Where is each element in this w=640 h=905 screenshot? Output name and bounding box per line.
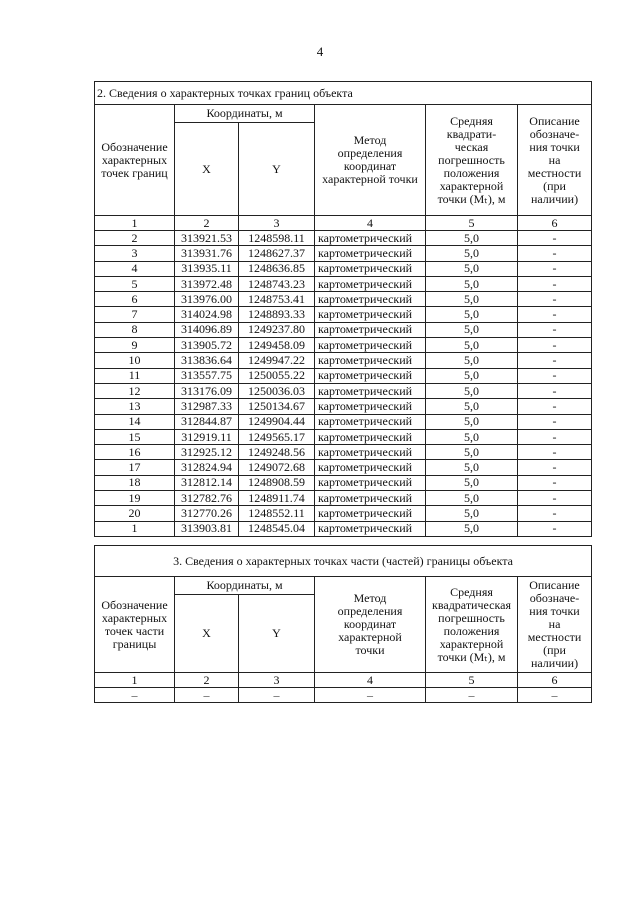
column-number: 2: [175, 216, 239, 231]
x-coordinate: 313972.48: [175, 276, 239, 291]
point-number: 15: [95, 429, 175, 444]
section-2-table: [94, 81, 592, 537]
y-coordinate: 1249248.56: [239, 445, 315, 460]
description-cell: -: [518, 429, 592, 444]
table-row: [95, 506, 592, 521]
method-cell: картометрический: [315, 475, 426, 490]
error-cell: 5,0: [426, 368, 518, 383]
column-number: 1: [95, 216, 175, 231]
x-coordinate: 314096.89: [175, 322, 239, 337]
description-cell: -: [518, 521, 592, 536]
point-number: 9: [95, 338, 175, 353]
point-header: Обозначение характерных точек части границы: [95, 577, 175, 673]
x-coordinate: 312782.76: [175, 491, 239, 506]
x-coordinate: 314024.98: [175, 307, 239, 322]
method-cell: картометрический: [315, 246, 426, 261]
x-coordinate: 312919.11: [175, 429, 239, 444]
table-row: [95, 338, 592, 353]
error-cell: 5,0: [426, 429, 518, 444]
method-cell: картометрический: [315, 353, 426, 368]
point-number: 7: [95, 307, 175, 322]
method-cell: картометрический: [315, 399, 426, 414]
y-coordinate: 1248627.37: [239, 246, 315, 261]
empty-data-row: [95, 688, 592, 703]
column-number: 3: [239, 216, 315, 231]
point-number: 8: [95, 322, 175, 337]
table-row: [95, 322, 592, 337]
description-header: Описание обозначе- ния точки на местности (при наличии): [518, 577, 592, 673]
method-cell: картометрический: [315, 414, 426, 429]
description-cell: -: [518, 338, 592, 353]
method-header: Метод определения координат характерной точки: [315, 105, 426, 216]
table-row: [95, 460, 592, 475]
table-row: [95, 475, 592, 490]
section-3-table: [94, 545, 592, 703]
description-cell: -: [518, 246, 592, 261]
table-row: [95, 399, 592, 414]
description-cell: -: [518, 491, 592, 506]
table-row: [95, 521, 592, 536]
description-cell: -: [518, 231, 592, 246]
point-header: Обозначение характерных точек границ: [95, 105, 175, 216]
y-coordinate: 1249565.17: [239, 429, 315, 444]
x-coordinate: 312824.94: [175, 460, 239, 475]
description-cell: -: [518, 399, 592, 414]
y-coordinate: 1250036.03: [239, 383, 315, 398]
column-number-row: [95, 673, 592, 688]
y-coordinate: 1248743.23: [239, 276, 315, 291]
error-cell: 5,0: [426, 414, 518, 429]
description-cell: -: [518, 276, 592, 291]
x-coordinate: 312925.12: [175, 445, 239, 460]
error-cell: 5,0: [426, 399, 518, 414]
x-coordinate: 312812.14: [175, 475, 239, 490]
error-cell: 5,0: [426, 322, 518, 337]
empty-cell: –: [518, 688, 592, 703]
y-coordinate: 1248911.74: [239, 491, 315, 506]
table-row: [95, 445, 592, 460]
y-header: Y: [239, 123, 315, 216]
description-header: Описание обозначе- ния точки на местности (при наличии): [518, 105, 592, 216]
x-coordinate: 313836.64: [175, 353, 239, 368]
error-cell: 5,0: [426, 231, 518, 246]
error-cell: 5,0: [426, 261, 518, 276]
point-number: 10: [95, 353, 175, 368]
table-row: [95, 231, 592, 246]
description-cell: -: [518, 307, 592, 322]
table-row: [95, 491, 592, 506]
x-coordinate: 312987.33: [175, 399, 239, 414]
column-number: 3: [239, 673, 315, 688]
column-number: 5: [426, 216, 518, 231]
point-number: 19: [95, 491, 175, 506]
point-number: 17: [95, 460, 175, 475]
coordinates-header: Координаты, м: [175, 105, 315, 123]
y-coordinate: 1248753.41: [239, 292, 315, 307]
x-coordinate: 313176.09: [175, 383, 239, 398]
method-cell: картометрический: [315, 506, 426, 521]
error-cell: 5,0: [426, 246, 518, 261]
column-number: 4: [315, 673, 426, 688]
point-number: 18: [95, 475, 175, 490]
error-cell: 5,0: [426, 307, 518, 322]
section-3-title: 3. Сведения о характерных точках части (частей) границы объекта: [95, 546, 592, 577]
table-row: [95, 368, 592, 383]
y-coordinate: 1248552.11: [239, 506, 315, 521]
description-cell: -: [518, 475, 592, 490]
column-number: 6: [518, 673, 592, 688]
table-row: [95, 429, 592, 444]
y-coordinate: 1249237.80: [239, 322, 315, 337]
coordinates-header: Координаты, м: [175, 577, 315, 595]
point-number: 6: [95, 292, 175, 307]
method-cell: картометрический: [315, 368, 426, 383]
point-number: 16: [95, 445, 175, 460]
method-cell: картометрический: [315, 491, 426, 506]
description-cell: -: [518, 445, 592, 460]
column-number: 5: [426, 673, 518, 688]
x-coordinate: 312844.87: [175, 414, 239, 429]
method-cell: картометрический: [315, 521, 426, 536]
description-cell: -: [518, 368, 592, 383]
method-cell: картометрический: [315, 445, 426, 460]
column-number: 1: [95, 673, 175, 688]
page-number: 4: [316, 44, 324, 59]
table-row: [95, 292, 592, 307]
error-cell: 5,0: [426, 383, 518, 398]
method-cell: картометрический: [315, 383, 426, 398]
x-coordinate: 313903.81: [175, 521, 239, 536]
y-coordinate: 1249072.68: [239, 460, 315, 475]
table-row: [95, 383, 592, 398]
error-cell: 5,0: [426, 506, 518, 521]
table-row: [95, 414, 592, 429]
point-number: 3: [95, 246, 175, 261]
table-row: [95, 276, 592, 291]
description-cell: -: [518, 322, 592, 337]
x-coordinate: 313557.75: [175, 368, 239, 383]
y-coordinate: 1249904.44: [239, 414, 315, 429]
table-row: [95, 353, 592, 368]
method-cell: картометрический: [315, 231, 426, 246]
point-number: 14: [95, 414, 175, 429]
table-row: [95, 261, 592, 276]
x-coordinate: 312770.26: [175, 506, 239, 521]
empty-cell: –: [426, 688, 518, 703]
method-cell: картометрический: [315, 338, 426, 353]
method-cell: картометрический: [315, 307, 426, 322]
column-number: 4: [315, 216, 426, 231]
empty-cell: –: [239, 688, 315, 703]
y-coordinate: 1249458.09: [239, 338, 315, 353]
y-coordinate: 1248908.59: [239, 475, 315, 490]
error-cell: 5,0: [426, 353, 518, 368]
y-coordinate: 1248598.11: [239, 231, 315, 246]
description-cell: -: [518, 261, 592, 276]
section-2-title: 2. Сведения о характерных точках границ объекта: [95, 82, 592, 105]
method-cell: картометрический: [315, 292, 426, 307]
method-cell: картометрический: [315, 276, 426, 291]
point-number: 5: [95, 276, 175, 291]
empty-cell: –: [95, 688, 175, 703]
column-number-row: [95, 216, 592, 231]
error-cell: 5,0: [426, 475, 518, 490]
error-cell: 5,0: [426, 276, 518, 291]
point-number: 4: [95, 261, 175, 276]
column-number: 2: [175, 673, 239, 688]
error-cell: 5,0: [426, 338, 518, 353]
y-header: Y: [239, 595, 315, 673]
y-coordinate: 1248893.33: [239, 307, 315, 322]
point-number: 20: [95, 506, 175, 521]
error-cell: 5,0: [426, 491, 518, 506]
empty-cell: –: [315, 688, 426, 703]
x-coordinate: 313921.53: [175, 231, 239, 246]
description-cell: -: [518, 414, 592, 429]
y-coordinate: 1248545.04: [239, 521, 315, 536]
method-cell: картометрический: [315, 322, 426, 337]
method-cell: картометрический: [315, 261, 426, 276]
error-cell: 5,0: [426, 292, 518, 307]
column-number: 6: [518, 216, 592, 231]
method-header: Метод определения координат характерной точки: [315, 577, 426, 673]
x-coordinate: 313935.11: [175, 261, 239, 276]
point-number: 2: [95, 231, 175, 246]
point-number: 13: [95, 399, 175, 414]
x-header: X: [175, 595, 239, 673]
y-coordinate: 1250134.67: [239, 399, 315, 414]
point-number: 12: [95, 383, 175, 398]
table-row: [95, 246, 592, 261]
y-coordinate: 1249947.22: [239, 353, 315, 368]
x-coordinate: 313976.00: [175, 292, 239, 307]
x-header: X: [175, 123, 239, 216]
error-header: Средняя квадрати- ческая погрешность положения характерной точки (Мₜ), м: [426, 105, 518, 216]
description-cell: -: [518, 353, 592, 368]
x-coordinate: 313905.72: [175, 338, 239, 353]
error-cell: 5,0: [426, 521, 518, 536]
description-cell: -: [518, 460, 592, 475]
x-coordinate: 313931.76: [175, 246, 239, 261]
y-coordinate: 1250055.22: [239, 368, 315, 383]
error-header: Средняя квадратическая погрешность положения характерной точки (Мₜ), м: [426, 577, 518, 673]
description-cell: -: [518, 506, 592, 521]
error-cell: 5,0: [426, 445, 518, 460]
description-cell: -: [518, 292, 592, 307]
error-cell: 5,0: [426, 460, 518, 475]
method-cell: картометрический: [315, 429, 426, 444]
y-coordinate: 1248636.85: [239, 261, 315, 276]
method-cell: картометрический: [315, 460, 426, 475]
point-number: 1: [95, 521, 175, 536]
table-row: [95, 307, 592, 322]
empty-cell: –: [175, 688, 239, 703]
description-cell: -: [518, 383, 592, 398]
point-number: 11: [95, 368, 175, 383]
